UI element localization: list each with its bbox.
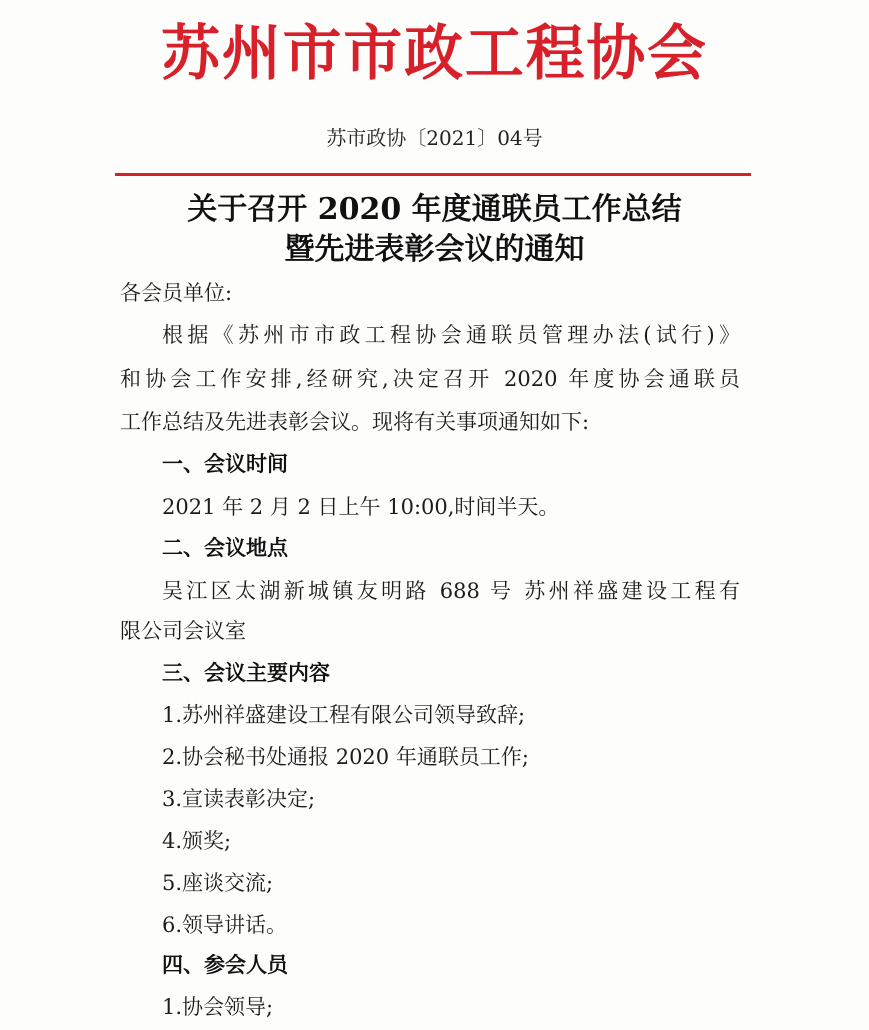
red-divider [115,173,751,176]
salutation: 各会员单位: [120,281,233,305]
content-item: 5.座谈交流; [162,871,274,895]
notice-title-line-2: 暨先进表彰会议的通知 [284,232,585,267]
intro-line-2: 和协会工作安排,经研究,决定召开 2020 年度协会通联员 [120,367,740,391]
meeting-time-text: 2021 年 2 月 2 日上午 10:00,时间半天。 [162,495,560,519]
notice-title-line-1: 关于召开 2020 年度通联员工作总结 [187,192,682,227]
document-number: 苏市政协〔2021〕04号 [326,126,543,150]
content-item: 1.苏州祥盛建设工程有限公司领导致辞; [162,703,526,727]
section-heading-time: 一、会议时间 [162,452,288,476]
section-heading-attendees: 四、参会人员 [162,953,288,977]
section-heading-location: 二、会议地点 [162,536,288,560]
content-item: 6.领导讲话。 [162,913,288,937]
content-item: 2.协会秘书处通报 2020 年通联员工作; [162,745,529,769]
content-item: 4.颁奖; [162,829,232,853]
meeting-location-line-2: 限公司会议室 [120,619,246,643]
meeting-location-line-1: 吴江区太湖新城镇友明路 688 号 苏州祥盛建设工程有 [162,579,740,603]
content-item: 3.宣读表彰决定; [162,787,316,811]
intro-line-1: 根据《苏州市市政工程协会通联员管理办法(试行)》 [162,323,740,347]
intro-line-3: 工作总结及先进表彰会议。现将有关事项通知如下: [120,410,590,434]
section-heading-content: 三、会议主要内容 [162,661,330,685]
org-header: 苏州市市政工程协会 [161,19,708,89]
attendee-item: 1.协会领导; [162,995,274,1019]
